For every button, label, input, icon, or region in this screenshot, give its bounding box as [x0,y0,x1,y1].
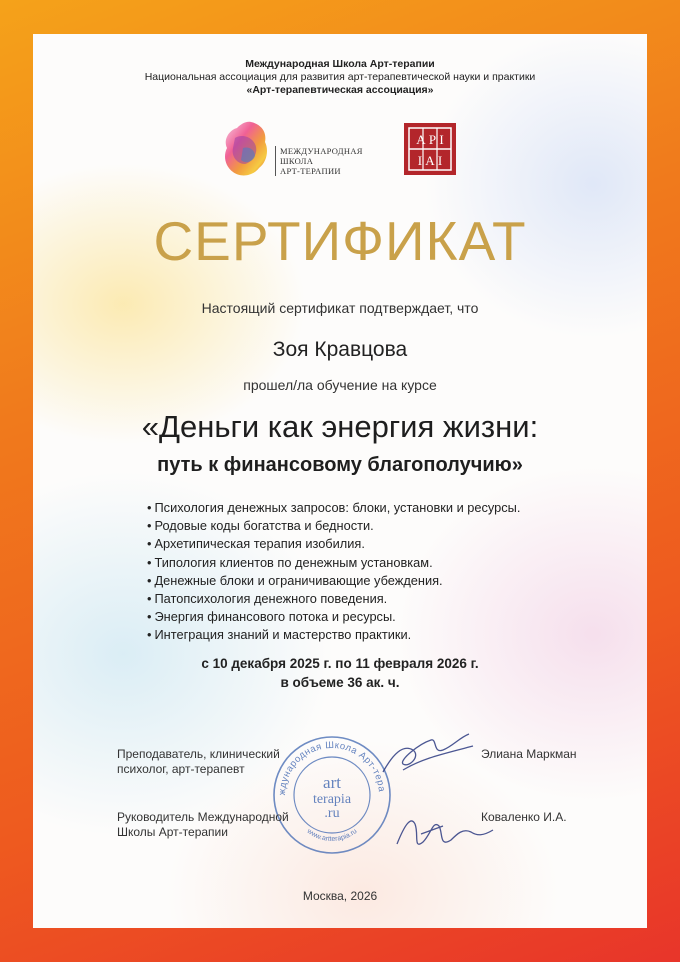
confirm-text: Настоящий сертификат подтверждает, что [201,300,479,316]
certificate-sheet [33,34,647,928]
stamp-bottom-text: www.artterapia.ru [305,827,359,844]
apa-logo-bottom-text: І А І [417,153,443,168]
list-item: • Энергия финансового потока и ресурсы. [147,608,627,626]
recipient-name: Зоя Кравцова [272,338,408,361]
course-topics-list [147,499,627,645]
header-association-desc: Национальная ассоциация для развития арт-терапевтической науки и практики [144,71,536,83]
school-logo-text [275,146,400,176]
stamp-center-line2: terapia [312,792,352,807]
logo-text-line3: АРТ-ТЕРАПИИ [280,166,341,176]
stamp-ring-text: ждународная Школа Арт-тера [276,739,387,796]
course-dates: с 10 декабря 2025 г. по 11 февраля 2026 г. [201,656,479,671]
director-role [117,810,317,840]
director-role-line2: Школы Арт-терапии [117,825,228,839]
paint-splash-logo-icon [221,118,271,180]
course-volume: в объеме 36 ак. ч. [280,675,400,690]
city-year: Москва, 2026 [302,889,378,903]
list-item: • Патопсихология денежного поведения. [147,590,627,608]
list-item: • Психология денежных запросов: блоки, установки и ресурсы. [147,499,627,517]
apa-logo-top-text: А Р І [416,132,444,147]
list-item: • Родовые коды богатства и бедности. [147,517,627,535]
stamp-center-line3: .ru [324,806,340,821]
list-item: • Денежные блоки и ограничивающие убеждения. [147,572,627,590]
header-school-name: Международная Школа Арт-терапии [245,58,435,70]
stamp-center-line1: art [323,773,341,792]
list-item: • Интеграция знаний и мастерство практики. [147,626,627,644]
certificate-title: СЕРТИФИКАТ [153,210,527,272]
teacher-role-line1: Преподаватель, клинический [117,747,280,761]
director-role-line1: Руководитель Международной [117,810,289,824]
teacher-role-line2: психолог, арт-терапевт [117,762,245,776]
teacher-role [117,747,317,777]
apa-logo [404,123,456,175]
logo-text-line1: МЕЖДУНАРОДНАЯ [280,146,363,156]
header-association-name: «Арт-терапевтическая ассоциация» [246,84,434,96]
handwritten-signatures [373,724,503,864]
director-name: Коваленко И.А. [481,810,567,824]
teacher-name: Элиана Маркман [481,747,577,761]
course-title-line1: «Деньги как энергия жизни: [141,409,539,444]
list-item: • Типология клиентов по денежным установкам. [147,554,627,572]
list-item: • Архетипическая терапия изобилия. [147,535,627,553]
passed-text: прошел/ла обучение на курсе [243,377,437,393]
logo-text-line2: ШКОЛА [280,156,314,166]
course-title-line2: путь к финансовому благополучию» [157,454,523,476]
